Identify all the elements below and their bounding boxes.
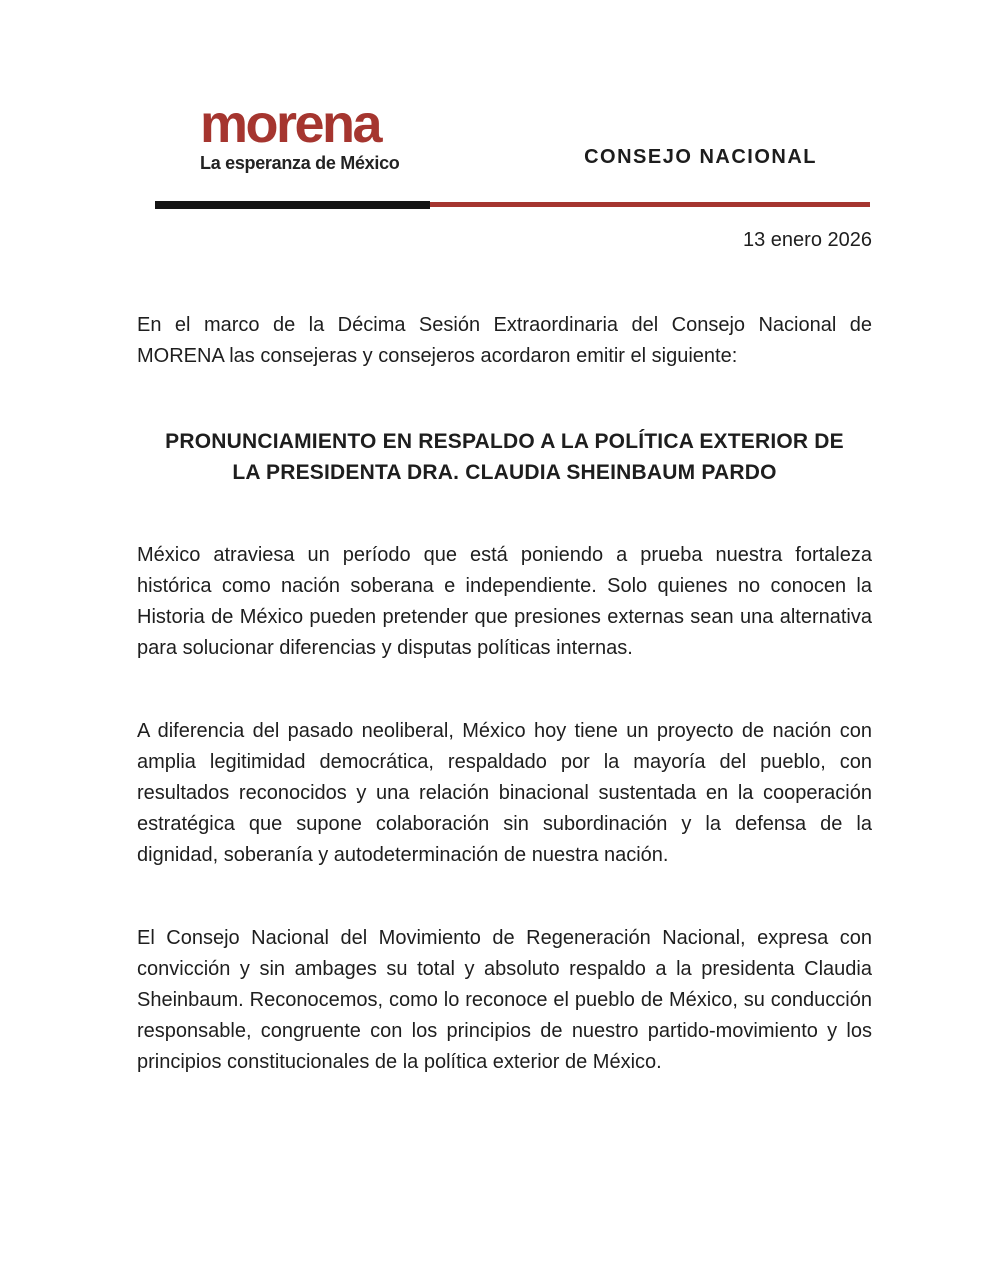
- morena-tagline: La esperanza de México: [200, 152, 400, 173]
- document-title-line-1: PRONUNCIAMIENTO EN RESPALDO A LA POLÍTICA EXTERIOR DE: [165, 429, 844, 453]
- document-title: [137, 426, 872, 488]
- intro-paragraph: En el marco de la Décima Sesión Extraordinaria del Consejo Nacional de MORENA las consejeras y consejeros acordaron emitir el siguiente:: [137, 313, 872, 367]
- morena-logo: [200, 94, 400, 174]
- morena-wordmark: morena: [200, 94, 381, 154]
- paragraph-1: México atraviesa un período que está poniendo a prueba nuestra fortaleza histórica como nación soberana e independiente. Solo quienes no conocen la Historia de México pueden pretender que presiones externas sean una alternativa para solucionar diferencias y disputas políticas internas.: [137, 543, 872, 659]
- paragraph-3: El Consejo Nacional del Movimiento de Regeneración Nacional, expresa con convicción y sin ambages su total y absoluto respaldo a la presidenta Claudia Sheinbaum. Reconocemos, como lo reconoce el pueblo de México, su conducción responsable, congruente con los principios de nuestro partido-movimiento y los principios constitucionales de la política exterior de México.: [137, 926, 872, 1073]
- divider-red-segment: [430, 202, 870, 207]
- document-title-line-2: LA PRESIDENTA DRA. CLAUDIA SHEINBAUM PARDO: [232, 460, 777, 484]
- org-title: CONSEJO NACIONAL: [584, 145, 817, 168]
- document-date: 13 enero 2026: [742, 228, 872, 251]
- document-header: [137, 94, 872, 174]
- header-divider-bar: [155, 201, 870, 209]
- divider-black-segment: [155, 201, 430, 209]
- paragraph-2: A diferencia del pasado neoliberal, México hoy tiene un proyecto de nación con amplia legitimidad democrática, respaldado por la mayoría del pueblo, con resultados reconocidos y una relación binacional sustentada en la cooperación estratégica que supone colaboración sin subordinación y la defensa de la dignidad, soberanía y autodeterminación de nuestra nación.: [137, 719, 872, 866]
